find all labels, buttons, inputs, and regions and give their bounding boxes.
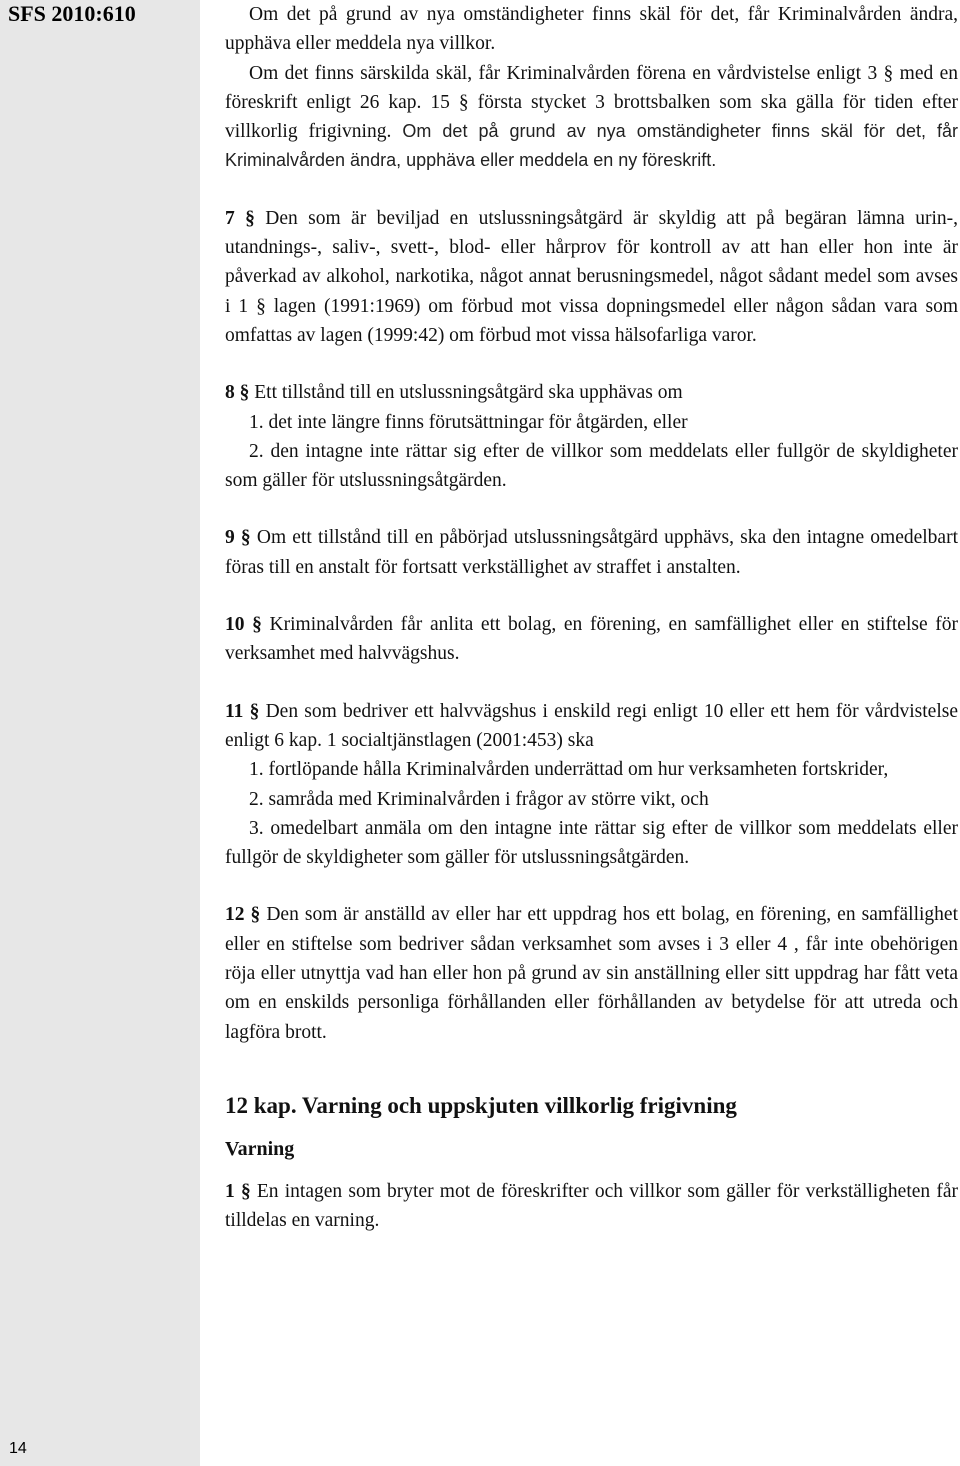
section-10 (225, 610, 958, 669)
sfs-number: SFS 2010:610 (8, 1, 136, 26)
section-text: Den som bedriver ett halvvägshus i enskild regi enligt 10 eller ett hem för vårdvistelse enligt 6 kap. 1 socialtjänstlagen (2001:453) ska (225, 700, 958, 751)
section-number: 10 § (225, 614, 262, 636)
list-item: 1. det inte längre finns förutsättningar för åtgärden, eller (249, 411, 688, 433)
section-1 (225, 1177, 958, 1236)
section-9 (225, 523, 958, 582)
section-8 (225, 378, 958, 407)
paragraph-regulation (225, 59, 958, 176)
list-item: 2. samråda med Kriminalvården i frågor av större vikt, och (249, 788, 709, 810)
section-text: Kriminalvården får anlita ett bolag, en förening, en samfällighet eller en stiftelse för verksamhet med halvvägshus. (225, 614, 958, 665)
section-text: Ett tillstånd till en utslussningsåtgärd ska upphävas om (249, 382, 683, 404)
section-7 (225, 204, 958, 350)
section-text: Om ett tillstånd till en påbörjad utslussningsåtgärd upphävs, ska den intagne omedelbart föras till en anstalt för fortsatt verkställighet av straffet i anstalten. (225, 527, 958, 578)
page-number: 14 (9, 1440, 27, 1457)
margin-sidebar (0, 0, 200, 1466)
section-number: 9 § (225, 527, 251, 549)
list-item: 2. den intagne inte rättar sig efter de villkor som meddelats eller fullgör de skyldigheter som gäller för utslussningsåtgärden. (225, 440, 958, 492)
list-item: 1. fortlöpande hålla Kriminalvården underrättad om hur verksamheten fortskrider, (249, 759, 889, 781)
section-text: Den som är beviljad en utslussningsåtgärd är skyldig att på begäran lämna urin-, utandnings-, saliv-, svett-, blod- eller hårprov för kontroll av att han eller hon inte är påverkad av alkohol, narkotika, något annat berusningsmedel, något sådant medel som avses i 1 § lagen (1991:1969) om förbud mot vissa dopningsmedel eller någon sådan vara som omfattas av lagen (1999:42) om förbud mot vissa hälsofarliga varor. (225, 207, 958, 346)
section-number: 7 § (225, 207, 255, 229)
section-text: Den som är anställd av eller har ett uppdrag hos ett bolag, en förening, en samfällighet eller en stiftelse som bedriver sådan verksamhet som avses i 3 eller 4 , får inte obehörigen röja eller utnyttja vad han eller hon på grund av sin anställning eller sitt uppdrag har fått veta om en enskilds personliga förhållanden eller förhållanden av betydelse för att utreda och lagföra brott. (225, 904, 958, 1043)
section-number: 12 § (225, 904, 261, 926)
section-number: 1 § (225, 1180, 251, 1202)
section-11 (225, 697, 958, 756)
chapter-heading: 12 kap. Varning och uppskjuten villkorlig frigivning (225, 1092, 737, 1118)
document-body (225, 0, 958, 1236)
regulation-text-a: Om det finns särskilda skäl, får Kriminalvården förena en vårdvistelse enligt 3 § med en föreskrift enligt 26 kap. 15 § första stycket 3 brottsbalken som ska gälla för tiden efter villkorlig frigivning. (225, 62, 958, 143)
subheading: Varning (225, 1137, 295, 1160)
list-item: 3. omedelbart anmäla om den intagne inte rättar sig efter de villkor som meddelats eller fullgör de skyldigheter som gäller för utslussningsåtgärden. (225, 817, 958, 869)
section-12 (225, 900, 958, 1046)
section-number: 8 § (225, 382, 250, 404)
paragraph-conditions: Om det på grund av nya omständigheter finns skäl för det, får Kriminalvården ändra, upphäva eller meddela nya villkor. (225, 4, 958, 55)
section-text: En intagen som bryter mot de föreskrifter och villkor som gäller för verkställigheten får tilldelas en varning. (225, 1180, 958, 1232)
section-number: 11 § (225, 700, 260, 722)
regulation-text-b: Om det på grund av nya omständigheter finns skäl för det, får Kriminalvården ändra, upphäva eller meddela en ny föreskrift. (225, 121, 958, 171)
